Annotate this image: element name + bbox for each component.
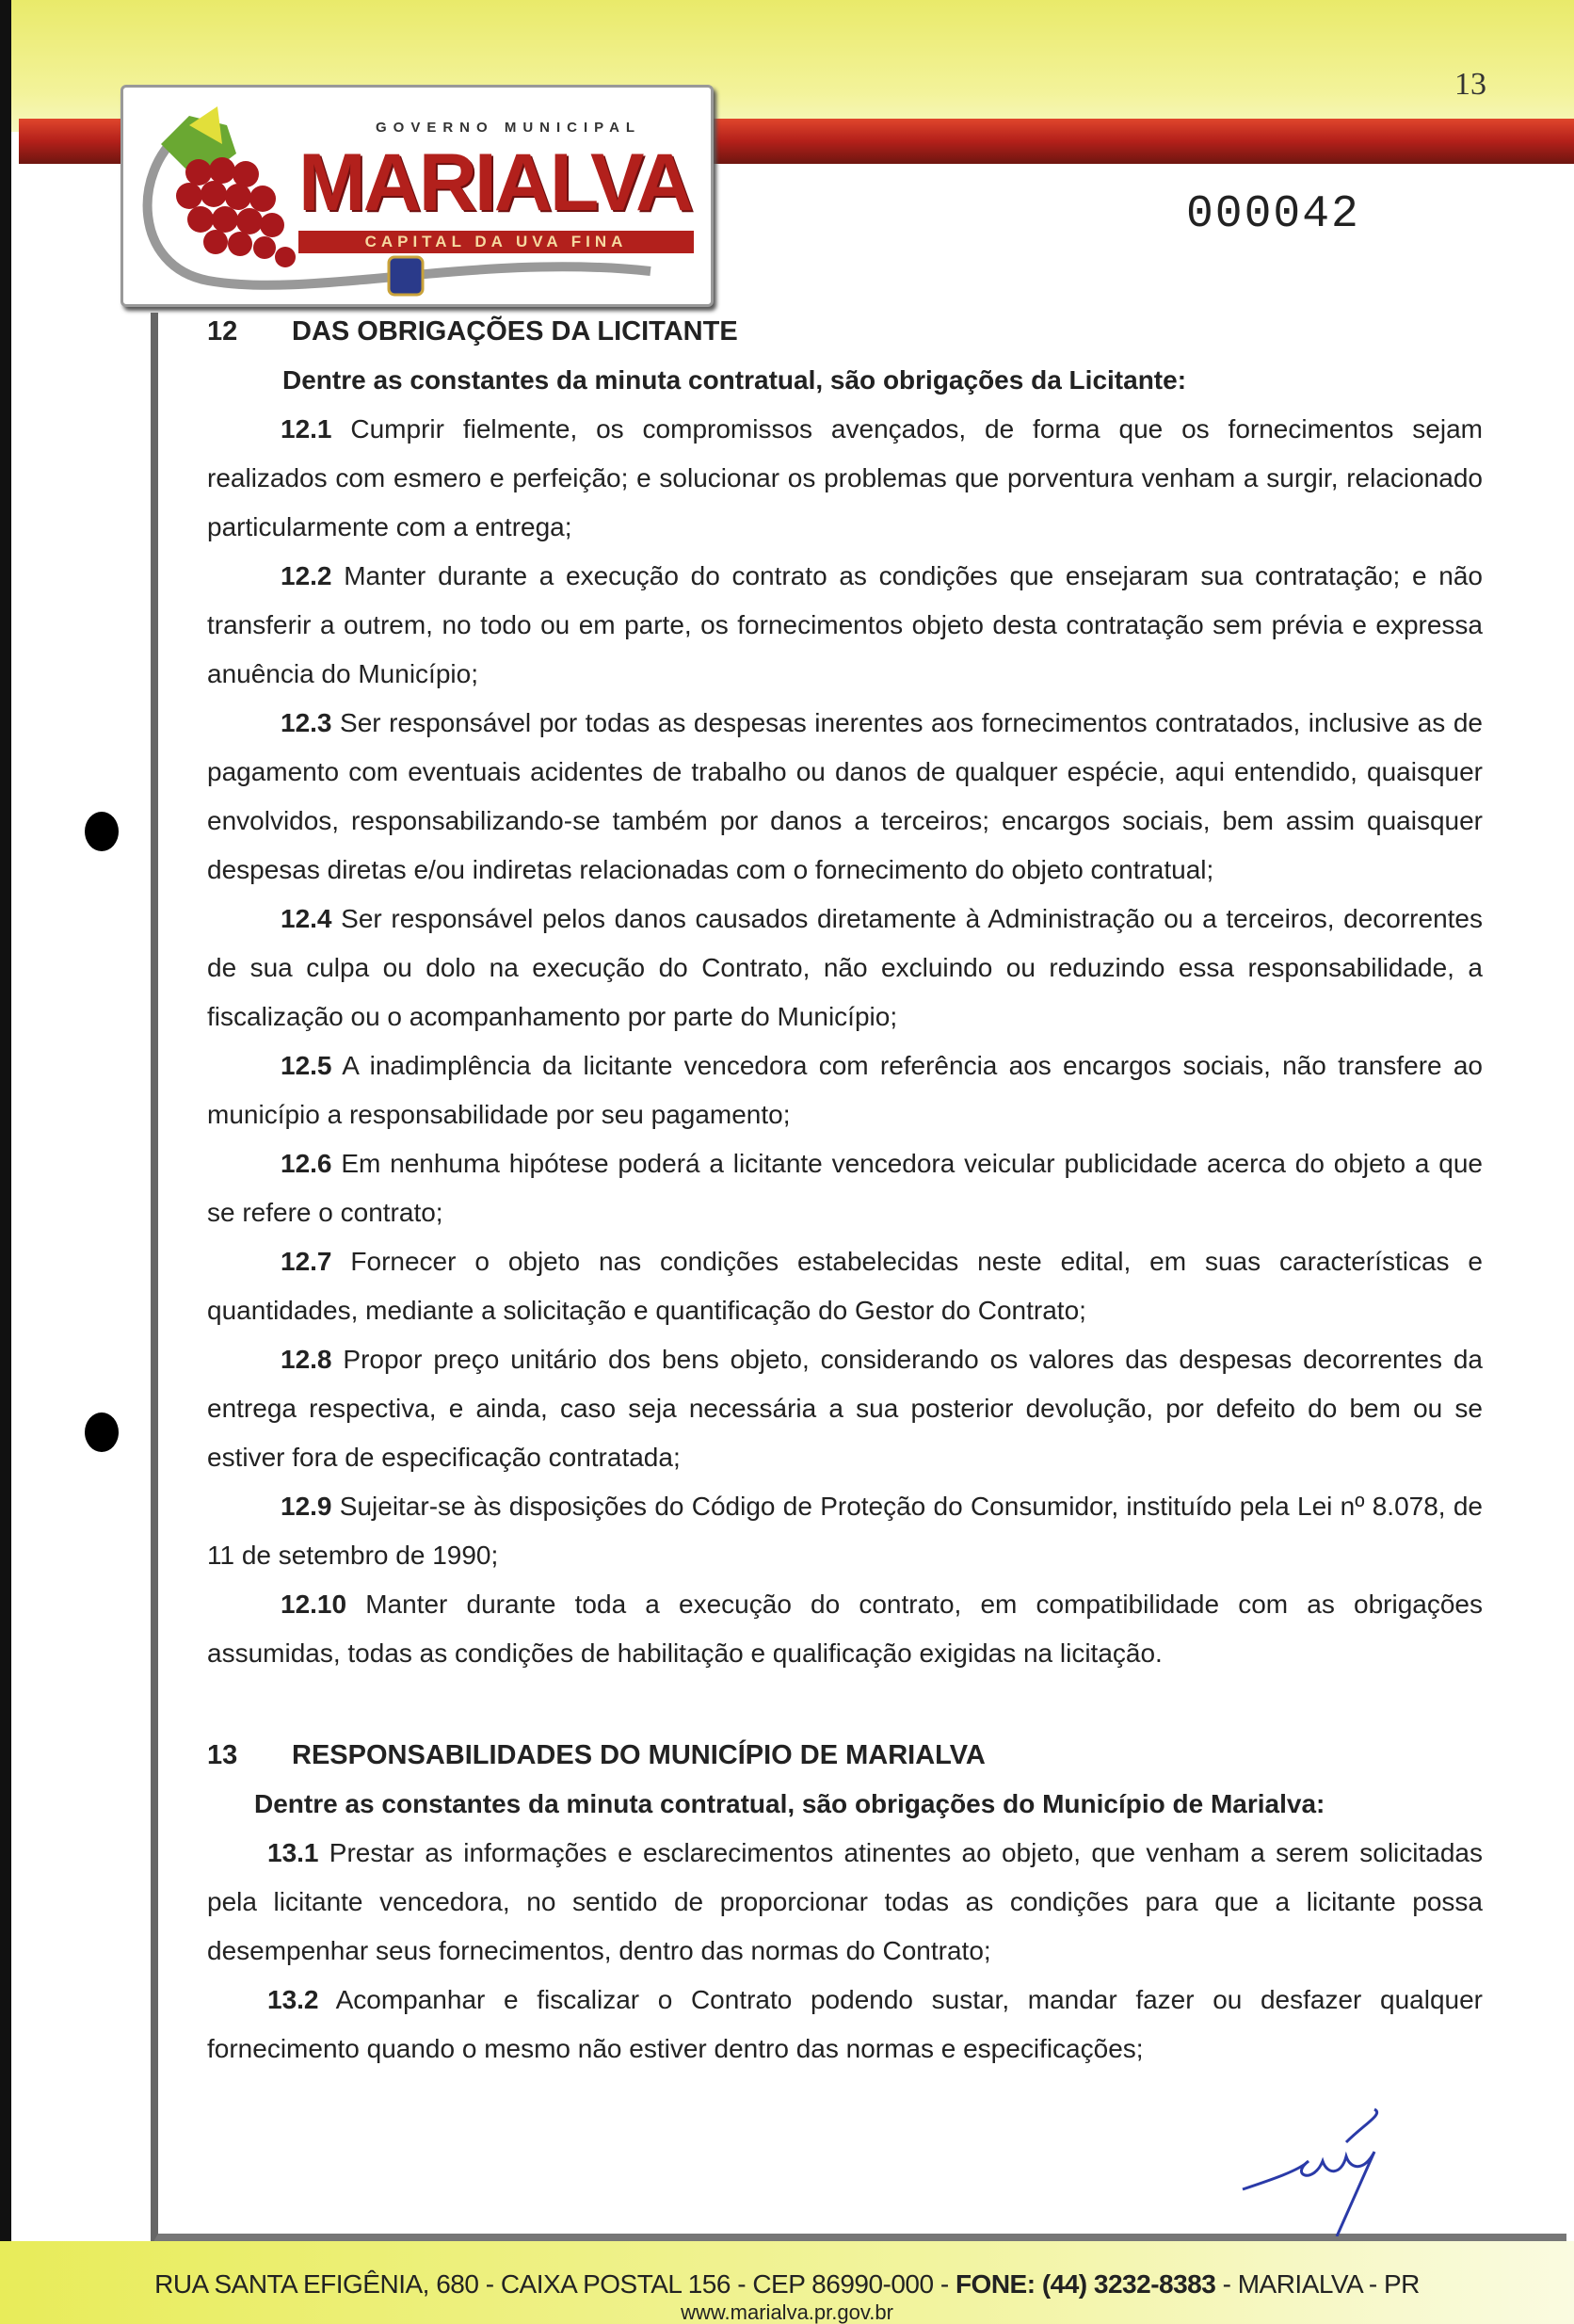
- clause-item: 12.1 Cumprir fielmente, os compromissos avençados, de forma que os fornecimentos sejam realizados com esmero e perfeição; e solucionar os problemas que porventura venham a surgir, relacionado particularmente com a entrega;: [207, 414, 1483, 541]
- clause-item: 12.7 Fornecer o objeto nas condições estabelecidas neste edital, em suas características e quantidades, mediante a solicitação e quantificação do Gestor do Contrato;: [207, 1247, 1483, 1325]
- footer-address: RUA SANTA EFIGÊNIA, 680 - CAIXA POSTAL 156 - CEP 86990-000 - FONE: (44) 3232-8383 - MARIALVA - PR: [154, 2269, 1420, 2299]
- document-stamp-number: 000042: [1186, 189, 1360, 240]
- footer: [0, 2241, 1574, 2324]
- section-intro: Dentre as constantes da minuta contratual, são obrigações da Licitante:: [282, 365, 1187, 395]
- clause-item: 12.10 Manter durante toda a execução do contrato, em compatibilidade com as obrigações assumidas, todas as condições de habilitação e qualificação exigidas na licitação.: [207, 1590, 1483, 1668]
- clause-item: 12.2 Manter durante a execução do contrato as condições que ensejaram sua contratação; e não transferir a outrem, no todo ou em parte, os fornecimentos objeto desta contratação sem prévia e expressa anuência do Município;: [207, 561, 1483, 688]
- section-12: [207, 307, 1483, 1678]
- clause-item: 13.2 Acompanhar e fiscalizar o Contrato podendo sustar, mandar fazer ou desfazer qualquer fornecimento quando o mesmo não estiver dentro das normas e especificações;: [207, 1985, 1483, 2063]
- logo-name: MARIALVA: [298, 137, 692, 228]
- page-number: 13: [1454, 67, 1486, 102]
- clause-item: 12.4 Ser responsável pelos danos causados diretamente à Administração ou a terceiros, decorrentes de sua culpa ou dolo na execução do Contrato, não excluindo ou reduzindo essa responsabilidade, a fiscalização ou o acompanhamento por parte do Município;: [207, 904, 1483, 1031]
- scan-edge: [0, 0, 11, 2324]
- section-heading: 13 RESPONSABILIDADES DO MUNICÍPIO DE MARIALVA: [207, 1740, 986, 1770]
- logo-slogan: CAPITAL DA UVA FINA: [298, 231, 694, 253]
- clause-item: 12.8 Propor preço unitário dos bens objeto, considerando os valores das despesas decorrentes da entrega respectiva, e ainda, caso seja necessária a sua posterior devolução, por defeito do bem ou se estiver fora de especificação contratada;: [207, 1345, 1483, 1472]
- footer-website[interactable]: www.marialva.pr.gov.br: [681, 2300, 893, 2324]
- document-body: [207, 307, 1483, 2074]
- clause-item: 13.1 Prestar as informações e esclarecimentos atinentes ao objeto, que venham a serem solicitadas pela licitante vencedora, no sentido de proporcionar todas as condições para que a licitante possa desempenhar seus fornecimentos, dentro das normas do Contrato;: [207, 1838, 1483, 1965]
- signature: [1233, 2105, 1421, 2236]
- logo-subtitle: GOVERNO MUNICIPAL: [376, 120, 642, 136]
- punch-hole: [85, 1412, 119, 1452]
- clause-item: 12.5 A inadimplência da licitante vencedora com referência aos encargos sociais, não transfere ao município a responsabilidade por seu pagamento;: [207, 1051, 1483, 1129]
- section-13: [207, 1731, 1483, 2074]
- footer-phone: FONE: (44) 3232-8383: [955, 2269, 1216, 2299]
- section-heading: 12 DAS OBRIGAÇÕES DA LICITANTE: [207, 316, 738, 347]
- clause-item: 12.3 Ser responsável por todas as despesas inerentes aos fornecimentos contratados, inclusive as de pagamento com eventuais acidentes de trabalho ou danos de qualquer espécie, aqui entendido, quaisquer envolvidos, responsabilizando-se também por danos a terceiros; encargos sociais, bem assim quaisquer despesas diretas e/ou indiretas relacionadas com o fornecimento do objeto contratual;: [207, 708, 1483, 884]
- clause-item: 12.9 Sujeitar-se às disposições do Código de Proteção do Consumidor, instituído pela Lei nº 8.078, de 11 de setembro de 1990;: [207, 1492, 1483, 1570]
- clause-item: 12.6 Em nenhuma hipótese poderá a licitante vencedora veicular publicidade acerca do objeto a que se refere o contrato;: [207, 1149, 1483, 1227]
- municipal-logo: [120, 85, 714, 307]
- punch-hole: [85, 812, 119, 851]
- section-intro: Dentre as constantes da minuta contratual, são obrigações do Município de Marialva:: [254, 1789, 1325, 1818]
